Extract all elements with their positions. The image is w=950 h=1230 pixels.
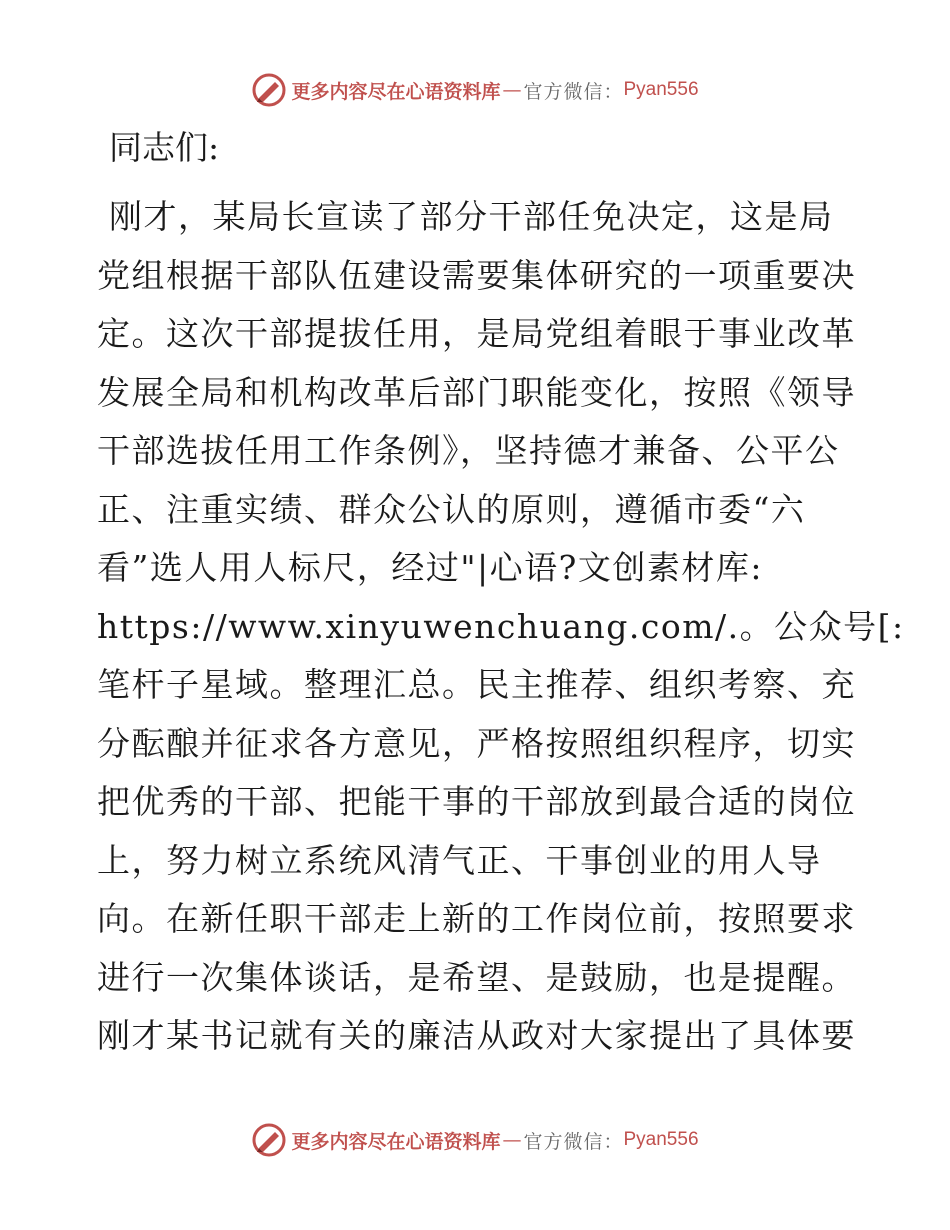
- paragraph-line: 上，努力树立系统风清气正、干事创业的用人导: [97, 840, 822, 880]
- paragraph-line: https://www.xinyuwenchuang.com/.。公众号[:: [97, 606, 905, 646]
- paragraph-line: 发展全局和机构改革后部门职能变化，按照《领导: [97, 372, 856, 412]
- salutation: 同志们:: [109, 128, 220, 167]
- pen-logo-icon: [251, 1122, 287, 1158]
- header-watermark: [0, 70, 950, 110]
- paragraph-line: 笔杆子星域。整理汇总。民主推荐、组织考察、充: [97, 665, 856, 704]
- paragraph-line: 把优秀的干部、把能干事的干部放到最合适的岗位: [97, 782, 856, 821]
- footer-watermark: [0, 1120, 950, 1160]
- watermark-dash: —: [502, 79, 522, 101]
- paragraph-line: 分酝酿并征求各方意见，严格按照组织程序，切实: [97, 723, 856, 763]
- paragraph-line: 看”选人用人标尺，经过"|心语?文创素材库:: [97, 548, 763, 587]
- pen-logo-icon: [251, 72, 287, 108]
- watermark-wechat-label: 官方微信：: [523, 1130, 624, 1153]
- watermark-wechat-label: 官方微信：: [523, 80, 624, 103]
- paragraph-line: 向。在新任职干部走上新的工作岗位前，按照要求: [97, 899, 856, 938]
- paragraph-line: 进行一次集体谈话，是希望、是鼓励，也是提醒。: [97, 957, 856, 997]
- paragraph-line: 党组根据干部队伍建设需要集体研究的一项重要决: [97, 255, 856, 295]
- paragraph-line: 定。这次干部提拔任用，是局党组着眼于事业改革: [97, 314, 856, 353]
- paragraph-line: 刚才某书记就有关的廉洁从政对大家提出了具体要: [97, 1016, 856, 1055]
- paragraph-line: 干部选拔任用工作条例》，坚持德才兼备、公平公: [97, 431, 840, 470]
- paragraph-line: 刚才，某局长宣读了部分干部任免决定，这是局: [109, 197, 834, 236]
- watermark-dash: —: [502, 1129, 522, 1151]
- paragraph-line: 正、注重实绩、群众公认的原则，遵循市委“六: [97, 489, 806, 529]
- watermark-wechat-id: Pyan556: [623, 79, 699, 100]
- watermark-title: 更多内容尽在心语资料库: [291, 80, 501, 103]
- watermark-title: 更多内容尽在心语资料库: [291, 1130, 501, 1153]
- document-body: [97, 118, 905, 1066]
- watermark-wechat-id: Pyan556: [623, 1129, 699, 1150]
